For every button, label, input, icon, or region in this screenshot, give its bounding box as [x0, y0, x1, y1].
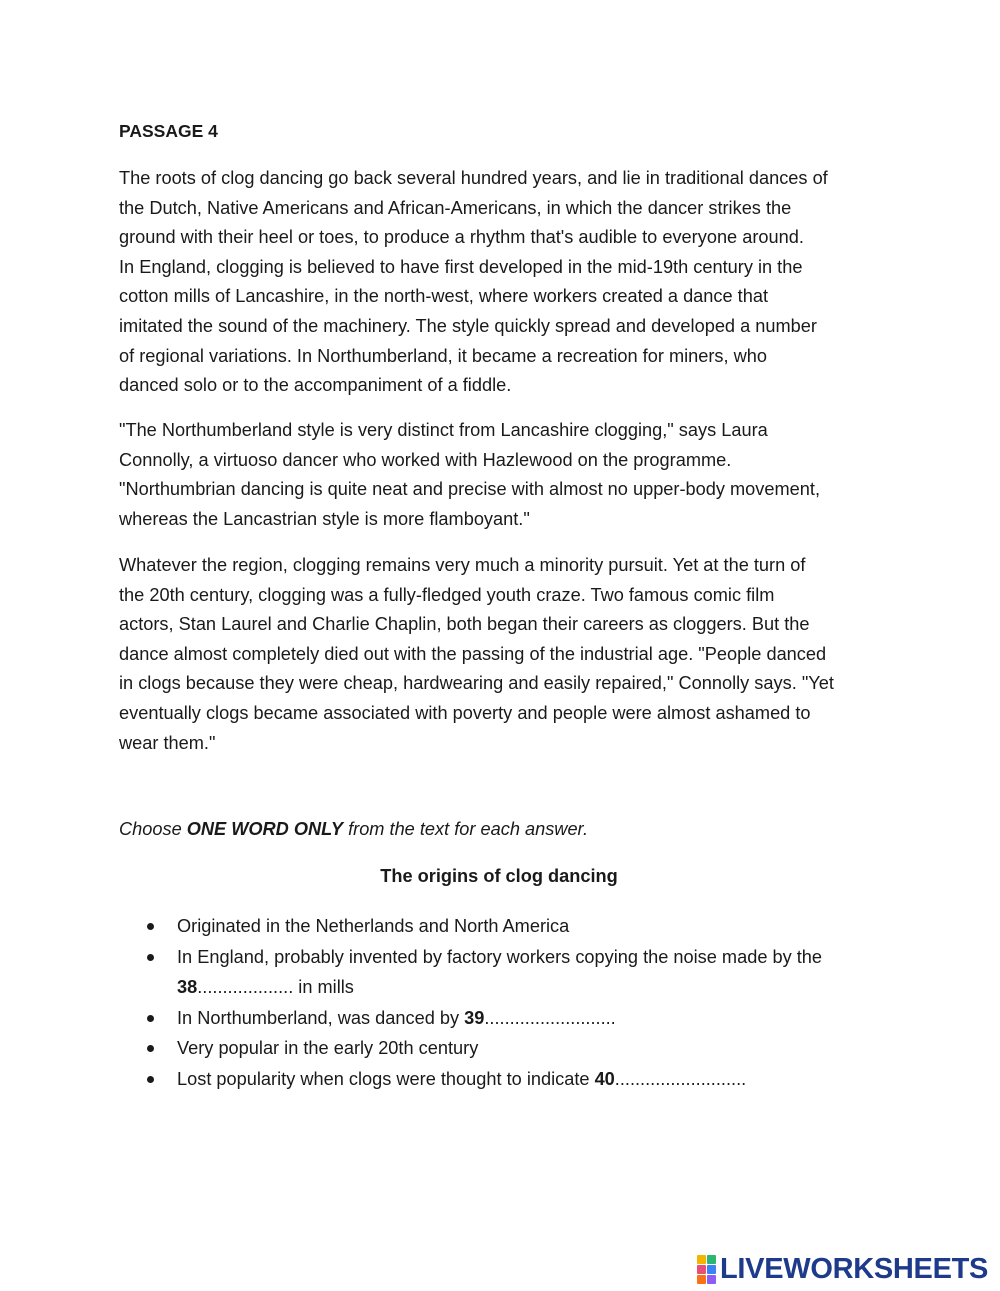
question-number-38: 38	[177, 977, 198, 997]
paragraph-line: whereas the Lancastrian style is more flamboyant."	[119, 508, 530, 529]
paragraph-line: eventually clogs became associated with poverty and people were almost ashamed to	[119, 702, 811, 723]
answer-blank-38[interactable]: ...................	[197, 977, 294, 997]
list-item	[119, 942, 889, 1003]
paragraph-line: dance almost completely died out with the passing of the industrial age. "People danced	[119, 643, 827, 664]
logo-blocks-icon	[697, 1255, 716, 1284]
list-item	[119, 1003, 889, 1034]
paragraph-line: Connolly, a virtuoso dancer who worked with Hazlewood on the programme.	[119, 449, 732, 470]
paragraph-line: The roots of clog dancing go back several hundred years, and lie in traditional dances of	[119, 168, 828, 188]
notes-list	[119, 911, 889, 1094]
list-item	[119, 1064, 889, 1095]
logo-square	[707, 1255, 716, 1264]
answer-blank-40[interactable]: ..........................	[614, 1068, 747, 1089]
list-item-text: In England, probably invented by factory workers copying the noise made by the	[177, 946, 823, 967]
bullet-icon	[147, 1076, 154, 1083]
paragraph-line: the Dutch, Native Americans and African-Americans, in which the dancer strikes the	[119, 197, 792, 218]
paragraph-line: "The Northumberland style is very distinct from Lancashire clogging," says Laura	[119, 420, 768, 440]
paragraph-line: cotton mills of Lancashire, in the north-west, where workers created a dance that	[119, 286, 769, 307]
instruction-emphasis: ONE WORD ONLY	[186, 819, 344, 839]
paragraph-line: in clogs because they were cheap, hardwearing and easily repaired," Connolly says. "Yet	[119, 673, 834, 694]
paragraph-line: ground with their heel or toes, to produce a rhythm that's audible to everyone around.	[119, 227, 804, 248]
bullet-icon	[147, 1015, 154, 1022]
paragraph-line: Whatever the region, clogging remains very much a minority pursuit. Yet at the turn of	[119, 555, 806, 575]
instruction-text: Choose	[119, 819, 187, 839]
logo-text: LIVEWORKSHEETS	[720, 1253, 989, 1285]
paragraph-line: of regional variations. In Northumberland, it became a recreation for miners, who	[119, 345, 767, 366]
logo-square	[697, 1255, 706, 1264]
bullet-icon	[147, 923, 154, 930]
list-item-text: Lost popularity when clogs were thought to indicate	[177, 1068, 595, 1089]
logo-square	[697, 1265, 706, 1274]
list-item-text: in mills	[293, 977, 354, 997]
list-item-text: Very popular in the early 20th century	[177, 1038, 479, 1058]
question-number-40: 40	[594, 1068, 615, 1089]
liveworksheets-logo[interactable]	[697, 1254, 988, 1284]
paragraph-line: danced solo or to the accompaniment of a fiddle.	[119, 375, 512, 396]
bullet-icon	[147, 954, 154, 961]
notes-title: The origins of clog dancing	[380, 866, 618, 886]
answer-blank-39[interactable]: ..........................	[484, 1007, 616, 1028]
paragraph-line: imitated the sound of the machinery. The style quickly spread and developed a number	[119, 315, 817, 336]
passage-title: PASSAGE 4	[119, 121, 218, 141]
logo-square	[707, 1275, 716, 1284]
paragraph-3	[119, 551, 889, 758]
bullet-icon	[147, 1045, 154, 1052]
paragraph-line: wear them."	[119, 732, 216, 753]
logo-square	[697, 1275, 706, 1284]
list-item	[119, 1033, 889, 1064]
list-item-text: Originated in the Netherlands and North America	[177, 916, 570, 936]
paragraph-line: In England, clogging is believed to have first developed in the mid-19th century in the	[119, 256, 803, 277]
paragraph-line: actors, Stan Laurel and Charlie Chaplin, both began their careers as cloggers. But the	[119, 614, 810, 635]
question-number-39: 39	[464, 1007, 485, 1028]
paragraph-2	[119, 416, 889, 534]
instruction-text: from the text for each answer.	[343, 819, 588, 839]
list-item	[119, 911, 889, 942]
logo-square	[707, 1265, 716, 1274]
paragraph-line: "Northumbrian dancing is quite neat and precise with almost no upper-body movement,	[119, 479, 820, 500]
paragraph-line: the 20th century, clogging was a fully-fledged youth craze. Two famous comic film	[119, 584, 775, 605]
task-instruction	[119, 819, 588, 840]
list-item-text: In Northumberland, was danced by	[177, 1007, 465, 1028]
paragraph-1	[119, 164, 889, 401]
